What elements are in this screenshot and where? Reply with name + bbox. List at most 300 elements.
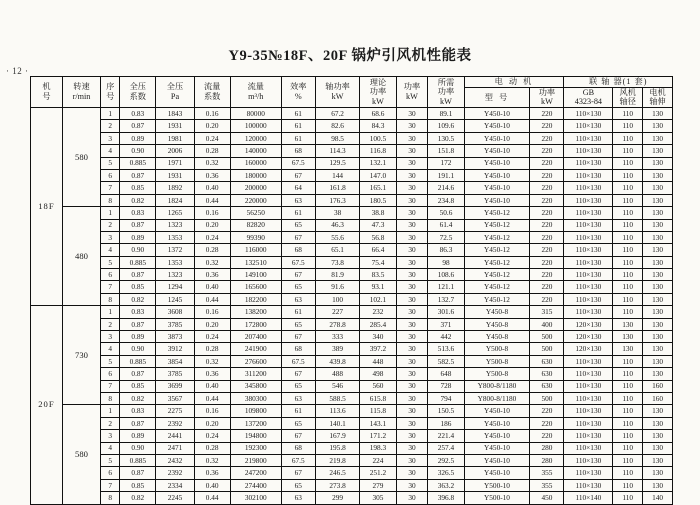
cell-motor-kw: 220 (530, 169, 564, 181)
cell-pressure-coef: 0.85 (120, 380, 156, 392)
cell-flow-coef: 0.36 (194, 269, 230, 281)
cell-power: 30 (396, 281, 428, 293)
cell-flow: 140000 (230, 145, 281, 157)
cell-total-pressure: 2275 (156, 405, 194, 417)
cell-flow: 182200 (230, 293, 281, 305)
cell-shaft-power: 273.8 (315, 479, 360, 491)
header-efficiency: 效率 % (281, 77, 315, 108)
cell-motor-kw: 355 (530, 467, 564, 479)
cell-total-pressure: 2432 (156, 454, 194, 466)
cell-coupling-standard: 110×130 (564, 405, 613, 417)
cell-power: 30 (396, 219, 428, 231)
cell-fan-shaft: 110 (613, 256, 643, 268)
cell-coupling-standard: 110×130 (564, 430, 613, 442)
cell-efficiency: 67 (281, 331, 315, 343)
table-row (31, 132, 673, 144)
cell-theory-power: 498 (360, 368, 396, 380)
cell-theory-power: 102.1 (360, 293, 396, 305)
cell-flow: 380300 (230, 393, 281, 405)
cell-efficiency: 61 (281, 405, 315, 417)
cell-motor-kw: 220 (530, 219, 564, 231)
cell-total-pressure: 1245 (156, 293, 194, 305)
cell-total-pressure: 1843 (156, 108, 194, 120)
table-row (31, 318, 673, 330)
cell-total-pressure: 2245 (156, 492, 194, 504)
cell-fan-shaft: 110 (613, 380, 643, 392)
cell-motor-kw: 630 (530, 355, 564, 367)
cell-motor-model: Y450-10 (464, 405, 530, 417)
cell-motor-kw: 220 (530, 405, 564, 417)
cell-flow: 192300 (230, 442, 281, 454)
cell-shaft-power: 588.5 (315, 393, 360, 405)
cell-theory-power: 180.5 (360, 194, 396, 206)
table-row (31, 492, 673, 504)
cell-shaft-power: 100 (315, 293, 360, 305)
cell-shaft-power: 81.9 (315, 269, 360, 281)
table-row (31, 343, 673, 355)
cell-theory-power: 47.3 (360, 219, 396, 231)
table-row (31, 417, 673, 429)
table-row (31, 405, 673, 417)
table-row (31, 108, 673, 120)
cell-power: 30 (396, 368, 428, 380)
cell-index: 6 (101, 467, 120, 479)
cell-total-pressure: 1353 (156, 256, 194, 268)
cell-motor-shaft: 130 (643, 417, 673, 429)
cell-fan-shaft: 110 (613, 207, 643, 219)
cell-total-pressure: 3785 (156, 318, 194, 330)
cell-index: 4 (101, 244, 120, 256)
cell-motor-kw: 220 (530, 132, 564, 144)
cell-index: 3 (101, 430, 120, 442)
table-row (31, 207, 673, 219)
cell-fan-shaft: 110 (613, 306, 643, 318)
cell-pressure-coef: 0.87 (120, 368, 156, 380)
cell-theory-power: 93.1 (360, 281, 396, 293)
cell-coupling-standard: 110×130 (564, 145, 613, 157)
cell-index: 3 (101, 132, 120, 144)
cell-pressure-coef: 0.90 (120, 343, 156, 355)
cell-coupling-standard: 110×130 (564, 157, 613, 169)
cell-motor-model: Y450-12 (464, 219, 530, 231)
cell-flow-coef: 0.28 (194, 343, 230, 355)
cell-motor-kw: 220 (530, 145, 564, 157)
cell-index: 5 (101, 454, 120, 466)
cell-shaft-power: 46.3 (315, 219, 360, 231)
cell-motor-model: Y450-10 (464, 182, 530, 194)
cell-required-power: 371 (428, 318, 464, 330)
cell-total-pressure: 3785 (156, 368, 194, 380)
cell-coupling-standard: 110×130 (564, 207, 613, 219)
cell-power: 30 (396, 269, 428, 281)
cell-theory-power: 38.8 (360, 207, 396, 219)
cell-motor-kw: 630 (530, 380, 564, 392)
cell-power: 30 (396, 256, 428, 268)
cell-shaft-power: 73.8 (315, 256, 360, 268)
cell-required-power: 794 (428, 393, 464, 405)
cell-motor-kw: 220 (530, 157, 564, 169)
cell-theory-power: 115.8 (360, 405, 396, 417)
cell-pressure-coef: 0.885 (120, 157, 156, 169)
cell-theory-power: 56.8 (360, 231, 396, 243)
cell-required-power: 221.4 (428, 430, 464, 442)
cell-fan-shaft: 110 (613, 393, 643, 405)
cell-fan-shaft: 110 (613, 169, 643, 181)
cell-required-power: 150.5 (428, 405, 464, 417)
cell-coupling-standard: 110×130 (564, 244, 613, 256)
cell-efficiency: 67.5 (281, 256, 315, 268)
cell-efficiency: 63 (281, 194, 315, 206)
cell-motor-shaft: 130 (643, 194, 673, 206)
cell-total-pressure: 2392 (156, 417, 194, 429)
cell-motor-model: Y500-8 (464, 368, 530, 380)
cell-power: 30 (396, 405, 428, 417)
cell-power: 30 (396, 169, 428, 181)
cell-speed: 480 (62, 207, 100, 306)
cell-efficiency: 67 (281, 231, 315, 243)
cell-index: 4 (101, 442, 120, 454)
cell-flow: 220000 (230, 194, 281, 206)
cell-efficiency: 63 (281, 393, 315, 405)
cell-motor-model: Y450-12 (464, 293, 530, 305)
cell-flow: 241900 (230, 343, 281, 355)
cell-power: 30 (396, 120, 428, 132)
cell-flow: 137200 (230, 417, 281, 429)
cell-total-pressure: 1931 (156, 169, 194, 181)
cell-theory-power: 84.3 (360, 120, 396, 132)
cell-pressure-coef: 0.87 (120, 318, 156, 330)
cell-flow-coef: 0.32 (194, 454, 230, 466)
cell-power: 30 (396, 244, 428, 256)
header-machine-no: 机 号 (31, 77, 63, 108)
cell-motor-kw: 500 (530, 331, 564, 343)
cell-theory-power: 116.8 (360, 145, 396, 157)
cell-motor-kw: 355 (530, 479, 564, 491)
cell-flow: 138200 (230, 306, 281, 318)
cell-flow: 194800 (230, 430, 281, 442)
cell-coupling-standard: 120×130 (564, 331, 613, 343)
cell-shaft-power: 144 (315, 169, 360, 181)
header-pressure-coef: 全压 系数 (120, 77, 156, 108)
cell-fan-shaft: 110 (613, 405, 643, 417)
cell-total-pressure: 2392 (156, 467, 194, 479)
cell-fan-shaft: 110 (613, 231, 643, 243)
cell-efficiency: 67 (281, 169, 315, 181)
cell-fan-shaft: 110 (613, 355, 643, 367)
cell-power: 30 (396, 430, 428, 442)
cell-motor-shaft: 130 (643, 269, 673, 281)
cell-efficiency: 67.5 (281, 355, 315, 367)
cell-motor-kw: 220 (530, 194, 564, 206)
cell-flow: 274400 (230, 479, 281, 491)
cell-fan-shaft: 110 (613, 157, 643, 169)
cell-motor-shaft: 130 (643, 318, 673, 330)
cell-efficiency: 67.5 (281, 157, 315, 169)
cell-motor-shaft: 130 (643, 207, 673, 219)
cell-power: 30 (396, 492, 428, 504)
cell-motor-shaft: 130 (643, 306, 673, 318)
cell-pressure-coef: 0.90 (120, 145, 156, 157)
cell-shaft-power: 219.8 (315, 454, 360, 466)
cell-shaft-power: 65.1 (315, 244, 360, 256)
cell-machine-no: 18F (31, 108, 63, 306)
cell-index: 4 (101, 145, 120, 157)
cell-theory-power: 165.1 (360, 182, 396, 194)
cell-flow-coef: 0.28 (194, 145, 230, 157)
cell-theory-power: 143.1 (360, 417, 396, 429)
cell-fan-shaft: 110 (613, 108, 643, 120)
cell-pressure-coef: 0.87 (120, 219, 156, 231)
cell-pressure-coef: 0.85 (120, 281, 156, 293)
cell-shaft-power: 113.6 (315, 405, 360, 417)
cell-theory-power: 285.4 (360, 318, 396, 330)
cell-required-power: 86.3 (428, 244, 464, 256)
cell-motor-model: Y450-12 (464, 231, 530, 243)
cell-flow: 99390 (230, 231, 281, 243)
cell-fan-shaft: 110 (613, 182, 643, 194)
header-motor-model: 型 号 (464, 87, 530, 107)
cell-efficiency: 65 (281, 417, 315, 429)
cell-fan-shaft: 110 (613, 281, 643, 293)
cell-power: 30 (396, 145, 428, 157)
cell-fan-shaft: 110 (613, 467, 643, 479)
cell-total-pressure: 2441 (156, 430, 194, 442)
cell-fan-shaft: 110 (613, 368, 643, 380)
cell-coupling-standard: 110×130 (564, 219, 613, 231)
cell-motor-shaft: 140 (643, 492, 673, 504)
cell-shaft-power: 167.9 (315, 430, 360, 442)
performance-table (30, 76, 673, 505)
cell-power: 30 (396, 207, 428, 219)
cell-required-power: 132.7 (428, 293, 464, 305)
cell-power: 30 (396, 108, 428, 120)
cell-coupling-standard: 110×130 (564, 393, 613, 405)
cell-coupling-standard: 120×130 (564, 343, 613, 355)
cell-pressure-coef: 0.90 (120, 244, 156, 256)
cell-index: 8 (101, 492, 120, 504)
cell-motor-kw: 315 (530, 306, 564, 318)
cell-shaft-power: 299 (315, 492, 360, 504)
cell-power: 30 (396, 293, 428, 305)
cell-flow: 116000 (230, 244, 281, 256)
header-flow: 流量 m³/h (230, 77, 281, 108)
table-row (31, 430, 673, 442)
cell-motor-model: Y450-10 (464, 442, 530, 454)
cell-motor-model: Y450-8 (464, 331, 530, 343)
cell-efficiency: 65 (281, 281, 315, 293)
cell-pressure-coef: 0.82 (120, 492, 156, 504)
cell-shaft-power: 227 (315, 306, 360, 318)
cell-coupling-standard: 110×130 (564, 306, 613, 318)
cell-shaft-power: 129.5 (315, 157, 360, 169)
cell-index: 2 (101, 417, 120, 429)
cell-efficiency: 61 (281, 120, 315, 132)
cell-efficiency: 68 (281, 343, 315, 355)
header-required-power: 所需 功率 kW (428, 77, 464, 108)
cell-required-power: 648 (428, 368, 464, 380)
cell-motor-model: Y450-10 (464, 145, 530, 157)
cell-motor-kw: 500 (530, 343, 564, 355)
cell-required-power: 582.5 (428, 355, 464, 367)
cell-required-power: 363.2 (428, 479, 464, 491)
cell-speed: 580 (62, 405, 100, 504)
cell-motor-model: Y800-8/1180 (464, 380, 530, 392)
cell-total-pressure: 1971 (156, 157, 194, 169)
cell-index: 5 (101, 157, 120, 169)
header-total-pressure: 全压 Pa (156, 77, 194, 108)
cell-coupling-standard: 110×130 (564, 194, 613, 206)
cell-coupling-standard: 110×130 (564, 380, 613, 392)
cell-motor-model: Y450-12 (464, 207, 530, 219)
cell-total-pressure: 3608 (156, 306, 194, 318)
cell-coupling-standard: 110×130 (564, 467, 613, 479)
header-motor-shaft: 电机 轴伸 (643, 87, 673, 107)
cell-total-pressure: 1294 (156, 281, 194, 293)
header-motor-kw: 功率 kW (530, 87, 564, 107)
cell-shaft-power: 195.8 (315, 442, 360, 454)
cell-required-power: 326.5 (428, 467, 464, 479)
cell-theory-power: 147.0 (360, 169, 396, 181)
cell-coupling-standard: 110×130 (564, 120, 613, 132)
cell-motor-shaft: 160 (643, 380, 673, 392)
cell-coupling-standard: 110×130 (564, 293, 613, 305)
cell-required-power: 130.5 (428, 132, 464, 144)
cell-fan-shaft: 110 (613, 492, 643, 504)
cell-index: 8 (101, 393, 120, 405)
cell-motor-model: Y800-8/1180 (464, 393, 530, 405)
cell-pressure-coef: 0.83 (120, 207, 156, 219)
cell-required-power: 61.4 (428, 219, 464, 231)
cell-theory-power: 279 (360, 479, 396, 491)
cell-power: 30 (396, 231, 428, 243)
cell-speed: 730 (62, 306, 100, 405)
cell-motor-model: Y450-8 (464, 306, 530, 318)
cell-index: 1 (101, 108, 120, 120)
cell-fan-shaft: 110 (613, 145, 643, 157)
cell-coupling-standard: 120×130 (564, 318, 613, 330)
cell-flow-coef: 0.24 (194, 132, 230, 144)
cell-total-pressure: 1892 (156, 182, 194, 194)
table-body (31, 108, 673, 505)
cell-index: 3 (101, 231, 120, 243)
cell-motor-kw: 220 (530, 256, 564, 268)
cell-efficiency: 65 (281, 318, 315, 330)
cell-motor-shaft: 130 (643, 132, 673, 144)
table-row (31, 331, 673, 343)
cell-coupling-standard: 110×130 (564, 454, 613, 466)
cell-flow-coef: 0.16 (194, 405, 230, 417)
cell-theory-power: 232 (360, 306, 396, 318)
cell-required-power: 728 (428, 380, 464, 392)
cell-fan-shaft: 110 (613, 132, 643, 144)
cell-motor-model: Y500-10 (464, 492, 530, 504)
cell-pressure-coef: 0.89 (120, 132, 156, 144)
cell-flow-coef: 0.36 (194, 467, 230, 479)
cell-flow: 160000 (230, 157, 281, 169)
cell-motor-shaft: 130 (643, 343, 673, 355)
table-row (31, 169, 673, 181)
cell-index: 1 (101, 405, 120, 417)
cell-total-pressure: 3873 (156, 331, 194, 343)
cell-flow: 132510 (230, 256, 281, 268)
cell-shaft-power: 140.1 (315, 417, 360, 429)
cell-total-pressure: 1323 (156, 219, 194, 231)
cell-index: 7 (101, 182, 120, 194)
cell-efficiency: 67 (281, 368, 315, 380)
cell-index: 8 (101, 293, 120, 305)
cell-index: 3 (101, 331, 120, 343)
cell-motor-model: Y450-10 (464, 132, 530, 144)
cell-motor-shaft: 130 (643, 145, 673, 157)
cell-motor-kw: 220 (530, 269, 564, 281)
cell-flow-coef: 0.16 (194, 108, 230, 120)
cell-power: 30 (396, 182, 428, 194)
cell-required-power: 396.8 (428, 492, 464, 504)
cell-flow-coef: 0.32 (194, 157, 230, 169)
cell-flow: 180000 (230, 169, 281, 181)
cell-pressure-coef: 0.89 (120, 430, 156, 442)
cell-pressure-coef: 0.85 (120, 182, 156, 194)
cell-fan-shaft: 110 (613, 454, 643, 466)
cell-motor-shaft: 130 (643, 293, 673, 305)
cell-machine-no: 20F (31, 306, 63, 504)
cell-required-power: 108.6 (428, 269, 464, 281)
cell-pressure-coef: 0.82 (120, 194, 156, 206)
cell-flow-coef: 0.28 (194, 244, 230, 256)
cell-index: 6 (101, 269, 120, 281)
cell-motor-model: Y500-10 (464, 479, 530, 491)
cell-fan-shaft: 110 (613, 219, 643, 231)
cell-flow: 109800 (230, 405, 281, 417)
cell-shaft-power: 488 (315, 368, 360, 380)
header-power-col: 功率 kW (396, 77, 428, 108)
cell-pressure-coef: 0.90 (120, 442, 156, 454)
cell-coupling-standard: 110×130 (564, 417, 613, 429)
cell-efficiency: 61 (281, 108, 315, 120)
cell-index: 8 (101, 194, 120, 206)
cell-flow-coef: 0.36 (194, 169, 230, 181)
table-row (31, 293, 673, 305)
cell-theory-power: 340 (360, 331, 396, 343)
cell-power: 30 (396, 479, 428, 491)
cell-shaft-power: 333 (315, 331, 360, 343)
cell-index: 7 (101, 380, 120, 392)
table-row (31, 269, 673, 281)
cell-fan-shaft: 110 (613, 293, 643, 305)
cell-flow-coef: 0.20 (194, 417, 230, 429)
cell-motor-model: Y450-12 (464, 269, 530, 281)
cell-required-power: 89.1 (428, 108, 464, 120)
header-coupling-standard: GB 4323-84 (564, 87, 613, 107)
cell-fan-shaft: 110 (613, 479, 643, 491)
cell-motor-shaft: 130 (643, 256, 673, 268)
cell-motor-kw: 220 (530, 281, 564, 293)
cell-pressure-coef: 0.87 (120, 269, 156, 281)
cell-motor-model: Y450-10 (464, 157, 530, 169)
cell-motor-kw: 280 (530, 442, 564, 454)
cell-coupling-standard: 110×130 (564, 442, 613, 454)
cell-theory-power: 397.2 (360, 343, 396, 355)
cell-fan-shaft: 110 (613, 244, 643, 256)
cell-motor-model: Y450-10 (464, 454, 530, 466)
cell-pressure-coef: 0.82 (120, 393, 156, 405)
cell-flow: 345800 (230, 380, 281, 392)
header-coupling-group: 联 轴 器(1 套) (564, 77, 673, 88)
cell-flow: 247200 (230, 467, 281, 479)
cell-theory-power: 560 (360, 380, 396, 392)
cell-efficiency: 67 (281, 269, 315, 281)
cell-motor-model: Y450-10 (464, 467, 530, 479)
